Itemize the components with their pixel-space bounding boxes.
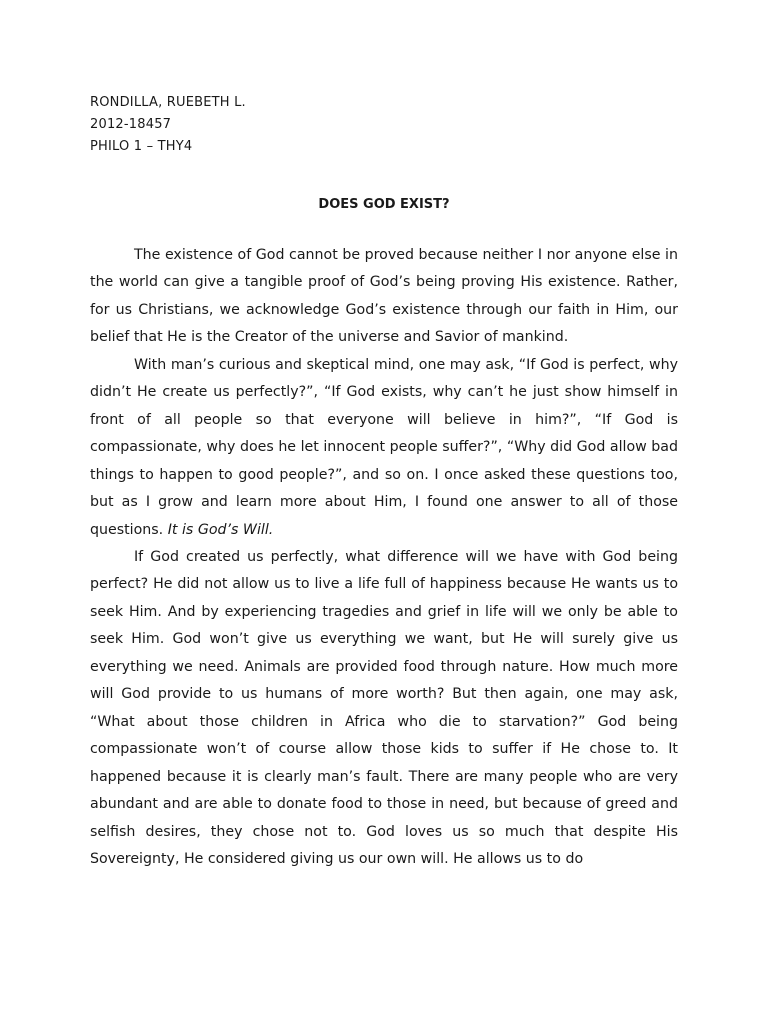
essay-title: DOES GOD EXIST?	[318, 197, 450, 212]
paragraph-3: If God created us perfectly, what difference will we have with God being perfect? He did not allow us to live a life full of happiness because He wants us to seek Him. And by experiencing tragedies and grief in life will we only be able to seek Him. God won’t give us everything we want, but He will surely give us everything we need. Animals are provided food through nature. How much more will God provide to us humans of more worth? But then again, one may ask, “What about those children in Africa who die to starvation?” God being compassionate won’t of course allow those kids to suffer if He chose to. It happened because it is clearly man’s fault. There are many people who are very abundant and are able to donate food to those in need, but because of greed and selfish desires, they chose not to. God loves us so much that despite His Sovereignty, He considered giving us our own will. He allows us to do	[90, 548, 678, 867]
paragraph-2-text: With man’s curious and skeptical mind, one may ask, “If God is perfect, why didn’t He create us perfectly?”, “If God exists, why can’t he just show himself in front of all people so that everyone will believe in him?”, “If God is compassionate, why does he let innocent people suffer?”, “Why did God allow bad things to happen to good people?”, and so on. I once asked these questions too, but as I grow and learn more about Him, I found one answer to all of those questions.	[90, 356, 678, 538]
author-name: RONDILLA, RUEBETH L.	[90, 95, 246, 110]
course-code: PHILO 1 – THY4	[90, 139, 193, 154]
author-header	[90, 92, 678, 158]
document-page	[90, 92, 678, 873]
essay-body	[90, 242, 678, 873]
paragraph-2	[90, 352, 678, 544]
student-number: 2012-18457	[90, 117, 172, 132]
paragraph-1: The existence of God cannot be proved because neither I nor anyone else in the world can give a tangible proof of God’s being proving His existence. Rather, for us Christians, we acknowledge God’s existence through our faith in Him, our belief that He is the Creator of the universe and Savior of mankind.	[90, 247, 678, 346]
paragraph-2-emphasis: It is God’s Will.	[167, 521, 274, 538]
